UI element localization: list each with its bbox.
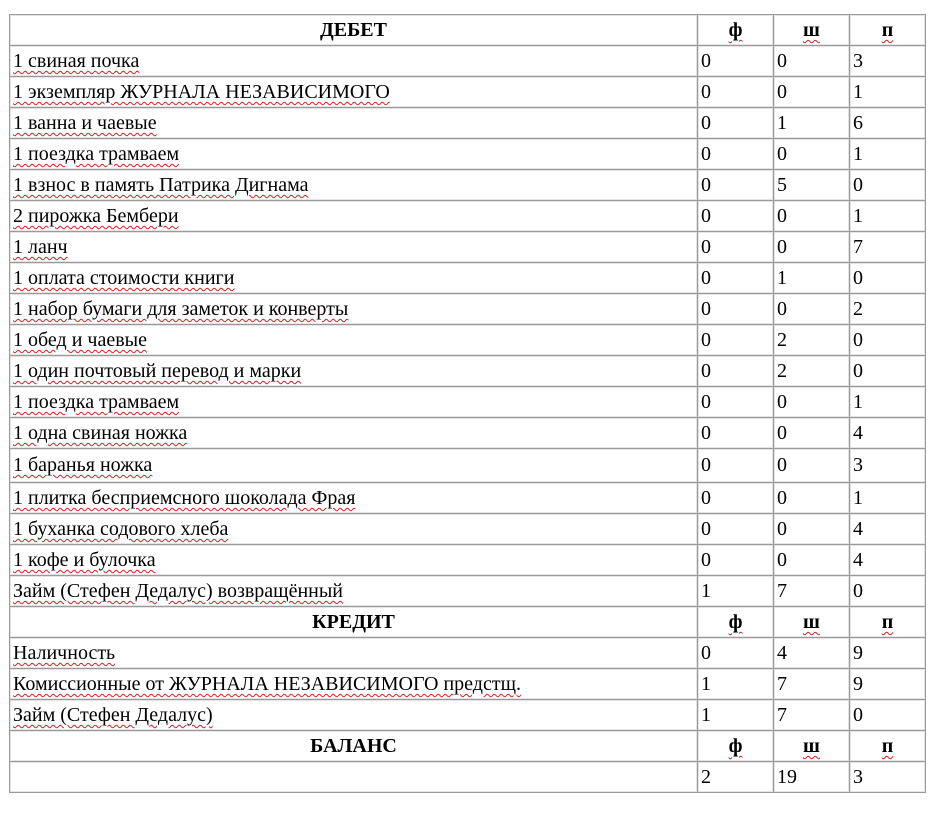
sh-cell: 0 (774, 418, 850, 449)
f-cell: 0 (698, 356, 774, 387)
p-cell: 0 (850, 356, 926, 387)
table-row (10, 418, 926, 449)
table-row (10, 700, 926, 731)
sh-cell: 0 (774, 449, 850, 483)
debit-col-p: п (850, 15, 926, 46)
debit-col-f: ф (698, 15, 774, 46)
f-cell: 1 (698, 576, 774, 607)
sh-cell: 1 (774, 263, 850, 294)
balance-title: БАЛАНС (10, 731, 698, 762)
sh-cell: 0 (774, 139, 850, 170)
item-cell: 1 свиная почка (10, 46, 698, 77)
item-cell (10, 762, 698, 793)
p-cell: 0 (850, 576, 926, 607)
sh-cell: 0 (774, 201, 850, 232)
credit-col-sh: ш (774, 607, 850, 638)
table-row (10, 638, 926, 669)
ledger-table (9, 14, 926, 793)
p-cell: 3 (850, 449, 926, 483)
table-row (10, 325, 926, 356)
item-cell: 1 оплата стоимости книги (10, 263, 698, 294)
p-cell: 0 (850, 325, 926, 356)
f-cell: 0 (698, 325, 774, 356)
sh-cell: 2 (774, 356, 850, 387)
f-cell: 0 (698, 46, 774, 77)
item-cell: 1 буханка содового хлеба (10, 514, 698, 545)
sh-cell: 0 (774, 387, 850, 418)
f-cell: 2 (698, 762, 774, 793)
p-cell: 1 (850, 139, 926, 170)
f-cell: 0 (698, 263, 774, 294)
table-row (10, 139, 926, 170)
f-cell: 0 (698, 77, 774, 108)
f-cell: 0 (698, 170, 774, 201)
f-cell: 0 (698, 108, 774, 139)
p-cell: 0 (850, 170, 926, 201)
balance-col-p: п (850, 731, 926, 762)
credit-col-f: ф (698, 607, 774, 638)
p-cell: 1 (850, 77, 926, 108)
f-cell: 0 (698, 483, 774, 514)
debit-col-sh: ш (774, 15, 850, 46)
sh-cell: 0 (774, 77, 850, 108)
item-cell: 1 плитка бесприемсного шоколада Фрая (10, 483, 698, 514)
f-cell: 0 (698, 201, 774, 232)
p-cell: 2 (850, 294, 926, 325)
item-cell: 1 экземпляр ЖУРНАЛА НЕЗАВИСИМОГО (10, 77, 698, 108)
sh-cell: 7 (774, 669, 850, 700)
sh-cell: 2 (774, 325, 850, 356)
item-cell: 1 поездка трамваем (10, 387, 698, 418)
f-cell: 0 (698, 545, 774, 576)
balance-header-row (10, 731, 926, 762)
p-cell: 1 (850, 201, 926, 232)
item-cell: 1 кофе и булочка (10, 545, 698, 576)
table-row (10, 201, 926, 232)
f-cell: 1 (698, 669, 774, 700)
f-cell: 0 (698, 514, 774, 545)
credit-title: КРЕДИТ (10, 607, 698, 638)
table-row (10, 263, 926, 294)
sh-cell: 7 (774, 700, 850, 731)
debit-header-row (10, 15, 926, 46)
p-cell: 0 (850, 263, 926, 294)
table-row (10, 356, 926, 387)
item-cell: 1 поездка трамваем (10, 139, 698, 170)
item-cell: 1 обед и чаевые (10, 325, 698, 356)
ledger-document (9, 14, 925, 793)
item-cell: 1 ланч (10, 232, 698, 263)
item-cell: Комиссионные от ЖУРНАЛА НЕЗАВИСИМОГО предстщ. (10, 669, 698, 700)
sh-cell: 7 (774, 576, 850, 607)
table-row (10, 387, 926, 418)
p-cell: 4 (850, 545, 926, 576)
p-cell: 6 (850, 108, 926, 139)
table-row (10, 514, 926, 545)
table-row (10, 576, 926, 607)
p-cell: 1 (850, 483, 926, 514)
sh-cell: 0 (774, 46, 850, 77)
p-cell: 9 (850, 669, 926, 700)
item-cell: 1 баранья ножка (10, 449, 698, 483)
table-row (10, 545, 926, 576)
debit-title: ДЕБЕТ (10, 15, 698, 46)
balance-col-f: ф (698, 731, 774, 762)
item-cell: 1 одна свиная ножка (10, 418, 698, 449)
balance-total-row (10, 762, 926, 793)
sh-cell: 0 (774, 483, 850, 514)
table-row (10, 108, 926, 139)
item-cell: 2 пирожка Бембери (10, 201, 698, 232)
item-cell: Займ (Стефен Дедалус) (10, 700, 698, 731)
sh-cell: 5 (774, 170, 850, 201)
ledger-body (10, 15, 926, 793)
p-cell: 1 (850, 387, 926, 418)
p-cell: 0 (850, 700, 926, 731)
p-cell: 4 (850, 418, 926, 449)
item-cell: Займ (Стефен Дедалус) возвращённый (10, 576, 698, 607)
sh-cell: 0 (774, 545, 850, 576)
item-cell: Наличность (10, 638, 698, 669)
f-cell: 0 (698, 294, 774, 325)
p-cell: 3 (850, 762, 926, 793)
f-cell: 0 (698, 638, 774, 669)
item-cell: 1 ванна и чаевые (10, 108, 698, 139)
p-cell: 9 (850, 638, 926, 669)
f-cell: 0 (698, 449, 774, 483)
sh-cell: 0 (774, 514, 850, 545)
table-row (10, 170, 926, 201)
f-cell: 0 (698, 387, 774, 418)
item-cell: 1 набор бумаги для заметок и конверты (10, 294, 698, 325)
f-cell: 0 (698, 418, 774, 449)
p-cell: 3 (850, 46, 926, 77)
sh-cell: 4 (774, 638, 850, 669)
sh-cell: 0 (774, 294, 850, 325)
p-cell: 4 (850, 514, 926, 545)
sh-cell: 19 (774, 762, 850, 793)
table-row (10, 483, 926, 514)
table-row (10, 232, 926, 263)
f-cell: 0 (698, 232, 774, 263)
credit-header-row (10, 607, 926, 638)
table-row (10, 669, 926, 700)
table-row (10, 294, 926, 325)
table-row (10, 46, 926, 77)
item-cell: 1 взнос в память Патрика Дигнама (10, 170, 698, 201)
f-cell: 1 (698, 700, 774, 731)
f-cell: 0 (698, 139, 774, 170)
p-cell: 7 (850, 232, 926, 263)
table-row (10, 77, 926, 108)
sh-cell: 0 (774, 232, 850, 263)
credit-col-p: п (850, 607, 926, 638)
sh-cell: 1 (774, 108, 850, 139)
balance-col-sh: ш (774, 731, 850, 762)
table-row (10, 449, 926, 483)
item-cell: 1 один почтовый перевод и марки (10, 356, 698, 387)
